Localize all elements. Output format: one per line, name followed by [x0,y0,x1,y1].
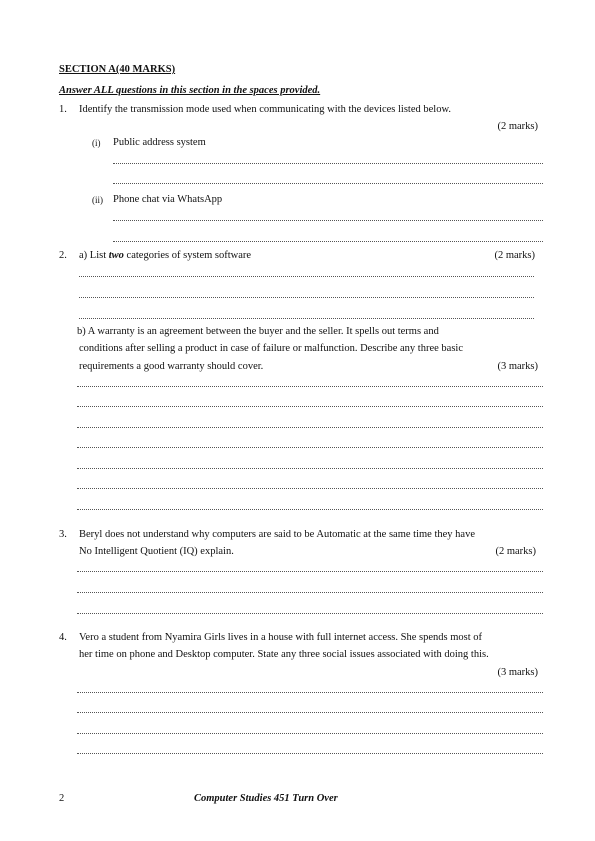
answer-line[interactable] [77,571,543,572]
section-instruction: Answer ALL questions in this section in the spaces provided. [59,85,321,96]
answer-line[interactable] [113,163,543,164]
answer-line[interactable] [77,447,543,448]
q3-line1: Beryl does not understand why computers are said to be Automatic at the same time they have [79,529,475,540]
q2-a-text: a) List two categories of system software [79,250,252,261]
q2-number: 2. [59,250,67,261]
page-number: 2 [59,793,65,804]
answer-line[interactable] [77,753,543,754]
q4-line1: Vero a student from Nyamira Girls lives in a house with full internet access. She spends most of [79,632,482,643]
answer-line[interactable] [77,427,543,428]
answer-line[interactable] [77,692,543,693]
footer-title: Computer Studies 451 Turn Over [194,793,338,804]
q3-number: 3. [59,529,67,540]
q2-b-line1: b) A warranty is an agreement between the buyer and the seller. It spells out terms and [77,326,439,337]
q3-marks: (2 marks) [495,546,536,557]
q1-sub-i-label: (i) [92,138,101,148]
q1-text: Identify the transmission mode used when communicating with the devices listed below. [79,104,451,115]
q1-sub-i-text: Public address system [113,137,206,148]
answer-line[interactable] [77,488,543,489]
answer-line[interactable] [77,592,543,593]
answer-line[interactable] [77,509,543,510]
answer-line[interactable] [77,386,543,387]
answer-line[interactable] [77,712,543,713]
q4-number: 4. [59,632,67,643]
answer-line[interactable] [77,733,543,734]
q2-b-marks: (3 marks) [497,361,538,372]
q2-a-marks: (2 marks) [494,250,535,261]
q1-sub-ii-label: (ii) [92,195,103,205]
q1-marks: (2 marks) [497,121,538,132]
q4-line2: her time on phone and Desktop computer. State any three social issues associated with doing this. [79,649,489,660]
answer-line[interactable] [77,613,543,614]
q2-b-line2: conditions after selling a product in case of failure or malfunction. Describe any three basic [79,343,463,354]
answer-line[interactable] [77,406,543,407]
q3-line2: No Intelligent Quotient (IQ) explain. [79,546,234,557]
q2-b-line3: requirements a good warranty should cover. [79,361,264,372]
answer-line[interactable] [113,183,543,184]
q1-sub-ii-text: Phone chat via WhatsApp [113,194,223,205]
answer-line[interactable] [79,276,534,277]
answer-line[interactable] [113,220,543,221]
q1-number: 1. [59,104,67,115]
answer-line[interactable] [77,468,543,469]
answer-line[interactable] [79,318,534,319]
q4-marks: (3 marks) [497,667,538,678]
answer-line[interactable] [79,297,534,298]
section-title: SECTION A(40 MARKS) [59,64,176,75]
q2-a-emphasis: two [108,250,124,261]
answer-line[interactable] [113,241,543,242]
